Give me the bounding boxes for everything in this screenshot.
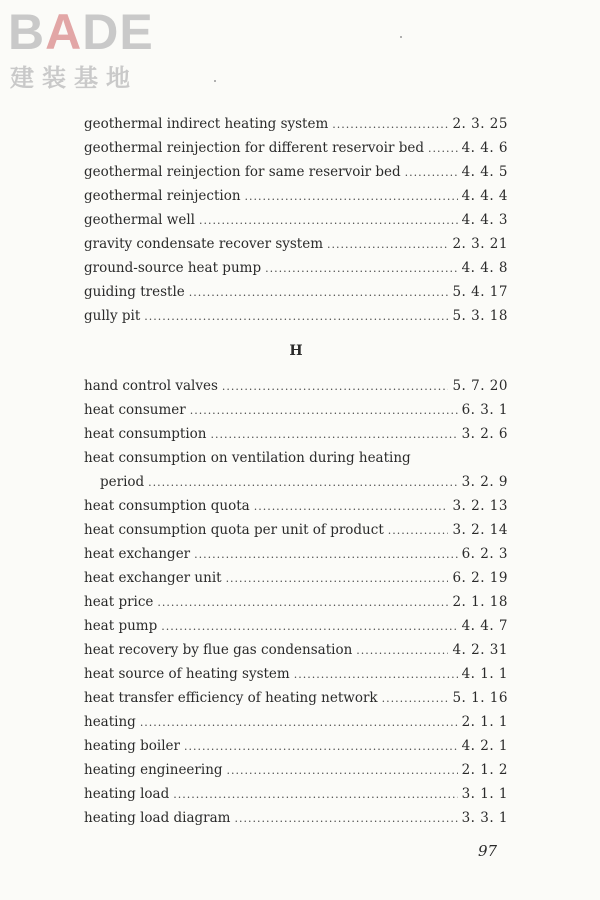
index-entry: geothermal reinjection for different reservoir bed ..... 4. 4. 6: [84, 136, 508, 160]
index-entry: heating load ..... 3. 1. 1: [84, 782, 508, 806]
glossary-index: [84, 112, 508, 830]
index-entry: heat price ..... 2. 1. 18: [84, 590, 508, 614]
index-entry: geothermal well ..... 4. 4. 3: [84, 208, 508, 232]
index-entry: heating boiler ..... 4. 2. 1: [84, 734, 508, 758]
index-entry: heating engineering ..... 2. 1. 2: [84, 758, 508, 782]
page-number: 97: [478, 842, 498, 860]
scan-speck: [400, 36, 402, 38]
scan-speck: [214, 80, 216, 82]
index-entry: heat consumption quota per unit of product ..... 3. 2. 14: [84, 518, 508, 542]
index-entry: heat consumption ..... 3. 2. 6: [84, 422, 508, 446]
index-entry: heat consumption quota ..... 3. 2. 13: [84, 494, 508, 518]
index-entry: heat consumer ..... 6. 3. 1: [84, 398, 508, 422]
index-entry: geothermal reinjection ..... 4. 4. 4: [84, 184, 508, 208]
index-entry: geothermal indirect heating system ..... 2. 3. 25: [84, 112, 508, 136]
index-entry: heat transfer efficiency of heating network ..... 5. 1. 16: [84, 686, 508, 710]
index-entry: geothermal reinjection for same reservoir bed ..... 4. 4. 5: [84, 160, 508, 184]
index-entry: heat pump ..... 4. 4. 7: [84, 614, 508, 638]
index-entry: heat recovery by flue gas condensation ..... 4. 2. 31: [84, 638, 508, 662]
index-entry: heating load diagram ..... 3. 3. 1: [84, 806, 508, 830]
index-entry: heat exchanger unit ..... 6. 2. 19: [84, 566, 508, 590]
logo-subtitle: 建装基地: [10, 64, 138, 92]
index-entry: heating ..... 2. 1. 1: [84, 710, 508, 734]
index-entry: hand control valves ..... 5. 7. 20: [84, 374, 508, 398]
index-entry-first-line: heat consumption on ventilation during heating: [84, 450, 411, 466]
index-entry-continuation: period ..... 3. 2. 9: [84, 470, 508, 494]
section-heading-h: H: [289, 343, 303, 359]
index-entry: heat source of heating system ..... 4. 1. 1: [84, 662, 508, 686]
index-entry: gully pit ..... 5. 3. 18: [84, 304, 508, 328]
index-entry: ground-source heat pump ..... 4. 4. 8: [84, 256, 508, 280]
logo-wordmark: BADE: [8, 4, 154, 60]
index-entry: guiding trestle ..... 5. 4. 17: [84, 280, 508, 304]
index-entry: heat exchanger ..... 6. 2. 3: [84, 542, 508, 566]
index-entry: gravity condensate recover system ..... 2. 3. 21: [84, 232, 508, 256]
brand-logo: [8, 6, 178, 96]
